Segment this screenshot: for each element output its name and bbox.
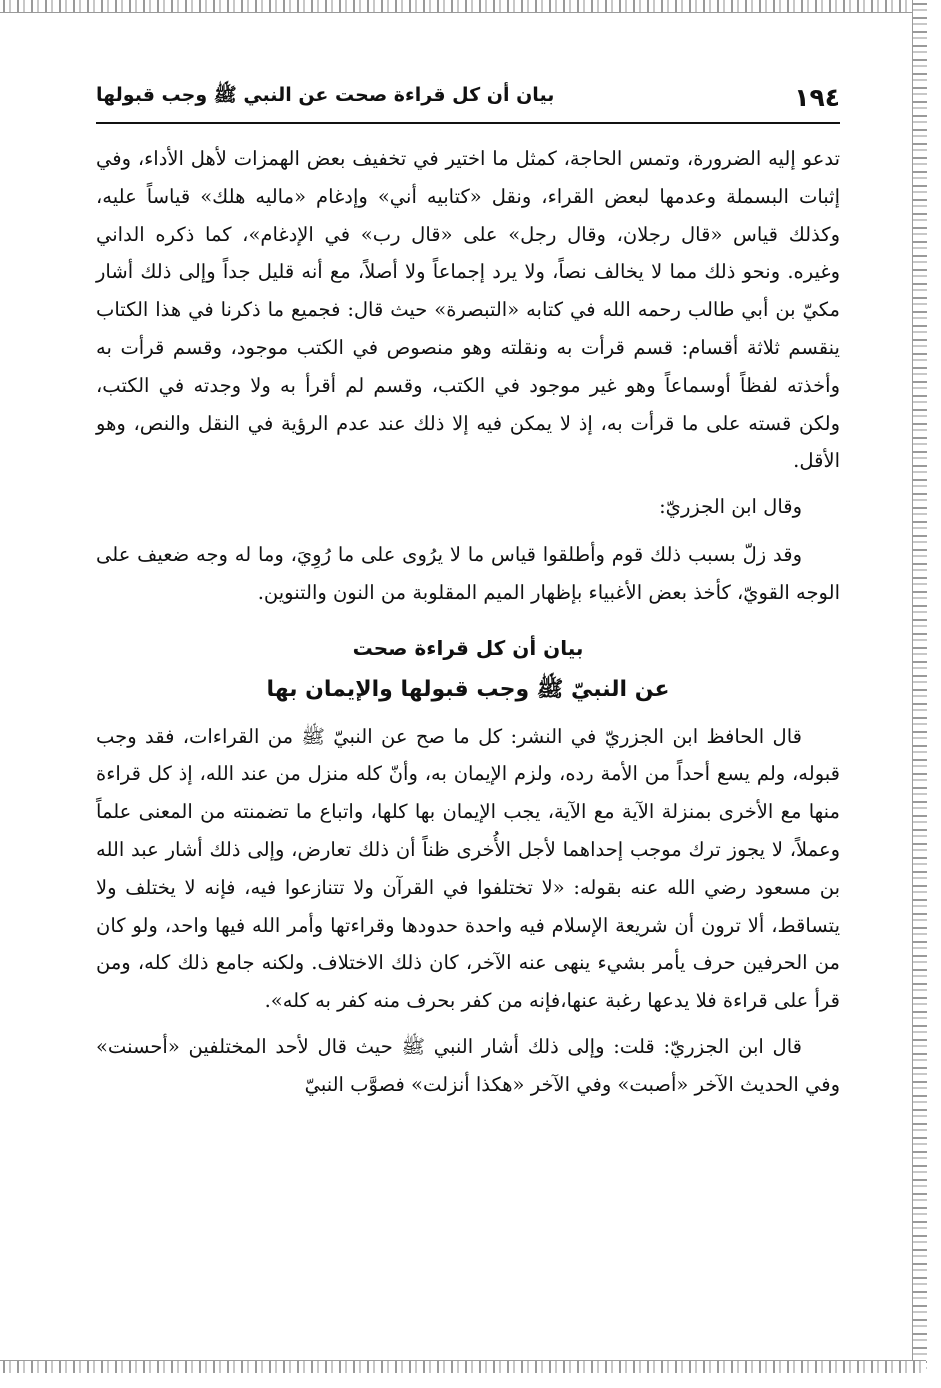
page-body (96, 140, 840, 1104)
ornamental-border-bottom (0, 1360, 926, 1373)
section-heading (96, 628, 840, 712)
paragraph: قال ابن الجزريّ: قلت: وإلى ذلك أشار النبي ﷺ حيث قال لأحد المختلفين «أحسنت» وفي الحديث الآخر «أصبت» وفي الآخر «هكذا أنزلت» فصوَّب النبيّ (96, 1034, 840, 1096)
section-heading-line-1: بيان أن كل قراءة صحت (352, 635, 584, 660)
paragraph: تدعو إليه الضرورة، وتمس الحاجة، كمثل ما اختير في تخفيف بعض الهمزات لأهل الأداء، وفي إثبات البسملة وعدمها لبعض القراء، ونقل «كتابيه أني» وإدغام «ماليه هلك» قياساً عليه، وكذلك قياس «قال رجلان، وقال رجل» على «قال رب» في الإدغام»، كما ذكره الداني وغيره. ونحو ذلك مما لا يخالف نصاً، ولا يرد إجماعاً ولا أصلاً، مع أنه قليل جداً وإلى ذلك أشار مكيّ بن أبي طالب رحمه الله في كتابه «التبصرة» حيث قال: فجميع ما ذكرنا في هذا الكتاب ينقسم ثلاثة أقسام: قسم قرأت به ونقلته وهو منصوص في الكتب موجود، وقسم قرأت به وأخذته لفظاً أوسماعاً وهو غير موجود في الكتب، وقسم لم أقرأ به ولا وجدته في الكتب، ولكن قسته على ما قرأت به، إذ لا يمكن فيه إلا ذلك عند عدم الرؤية في النقل والنص، وهو الأقل. (96, 147, 840, 473)
section-heading-line-2: عن النبيّ ﷺ وجب قبولها والإيمان بها (266, 676, 670, 702)
paragraph: قال الحافظ ابن الجزريّ في النشر: كل ما صح عن النبيّ ﷺ من القراءات، فقد وجب قبوله، ولم يسع أحداً من الأمة رده، ولزم الإيمان به، وأنّ كله منزل من عند الله، إذ كل قراءة منها مع الأخرى بمنزلة الآية مع الآية، يجب الإيمان بها كلها، واتباع ما تضمنته من المعنى علماً وعملاً، لا يجوز ترك موجب إحداهما لأجل الأُخرى ظناً أن ذلك تعارض، وإلى ذلك أشار عبد الله بن مسعود رضي الله عنه بقوله: «لا تختلفوا في القرآن ولا تتنازعوا فيه، فإنه لا يختلف ولا يتساقط، ألا ترون أن شريعة الإسلام فيه واحدة حدودها وقراءتها وأمر الله فيها واحد، ولو كان من الحرفين حرف يأمر بشيء ينهى عنه الآخر، كان ذلك الاختلاف. ولكنه جامع ذلك كله، ومن قرأ على قراءة فلا يدعها رغبة عنها،فإنه من كفر بحرف منه كفر به كله». (96, 724, 840, 1013)
ornamental-border-top (0, 0, 926, 13)
paragraph: وقد زلّ بسبب ذلك قوم وأطلقوا قياس ما لا يرُوى على ما رُوِيَ، وما له وجه ضعيف على الوجه القويّ، كأخذ بعض الأغبياء بإظهار الميم المقلوبة من النون والتنوين. (96, 542, 840, 604)
page-number: ١٩٤ (794, 82, 840, 112)
page-header (96, 72, 840, 124)
running-title: بيان أن كل قراءة صحت عن النبي ﷺ وجب قبولها (96, 84, 555, 106)
ornamental-border-right (912, 0, 927, 1372)
paragraph: وقال ابن الجزريّ: (659, 495, 802, 519)
